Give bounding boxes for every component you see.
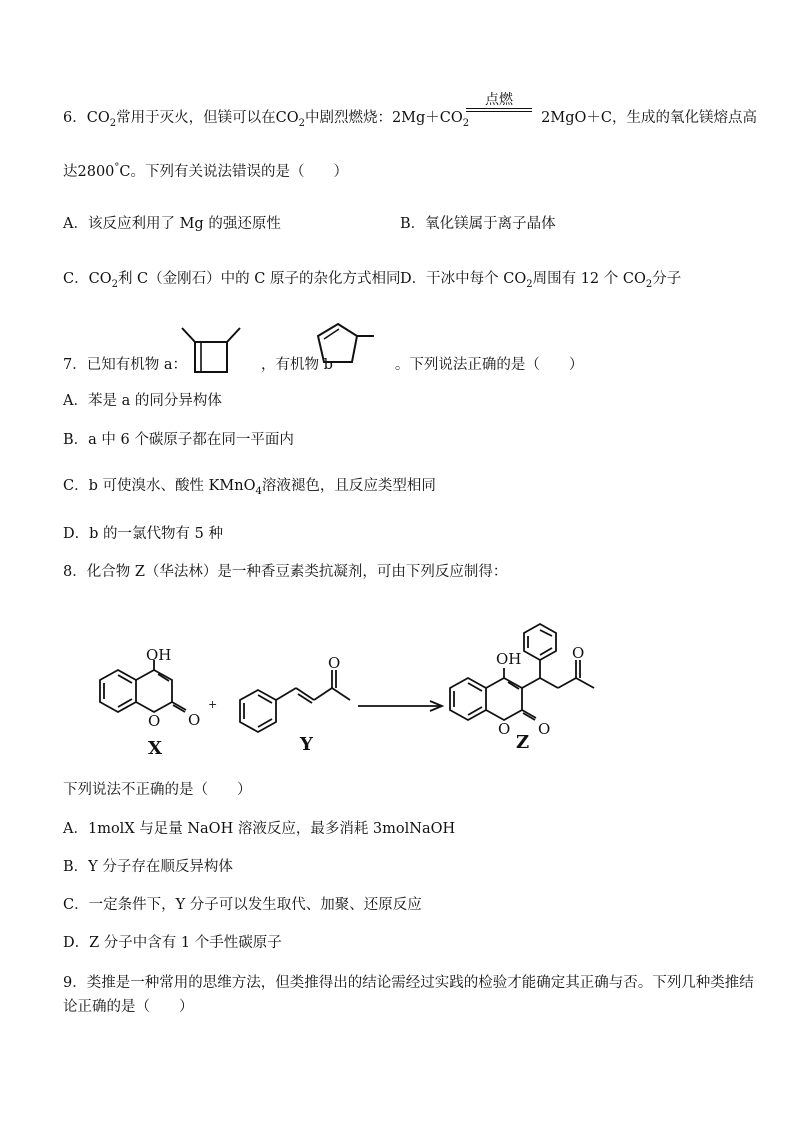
q6-option-c: C．$CO_2$利 C（金刚石）中的 C 原子的杂化方式相同	[63, 271, 401, 290]
molecule-a-structure	[170, 322, 250, 378]
label-y: Y	[300, 734, 313, 755]
x-benzene-ring	[100, 670, 136, 712]
q6-stem-line1: 6．$CO_2$常用于灭火，但镁可以在$CO_2$中剧烈燃烧：$2Mg+CO_2$ 2MgO＋C，生成的氧化镁熔点高	[63, 110, 758, 129]
reaction-arrow-double-line	[466, 108, 532, 112]
y-carbonyl-oxygen-label: O	[328, 654, 341, 672]
z-lactone-oxygen-label: O	[538, 720, 551, 738]
reaction-condition: 点燃	[466, 92, 532, 112]
x-carbonyl-oxygen-label: O	[188, 711, 201, 729]
label-x: X	[148, 738, 162, 759]
q7-option-b: B．a 中 6 个碳原子都在同一平面内	[63, 432, 294, 448]
q8-option-d: D．Z 分子中含有 1 个手性碳原子	[63, 935, 282, 951]
q7-option-d: D．b 的一氯代物有 5 种	[63, 526, 223, 542]
plus-sign: +	[208, 698, 218, 711]
label-z: Z	[516, 732, 530, 753]
q6-option-a: A．该反应利用了 Mg 的强还原性	[63, 216, 281, 232]
q8-ask: 下列说法不正确的是（ ）	[63, 782, 252, 798]
z-hydroxyl-label: OH	[496, 650, 522, 668]
q6-option-d: D．干冰中每个 $CO_2$周围有 12 个 $CO_2$分子	[400, 271, 682, 290]
q9-stem-line1: 9．类推是一种常用的思维方法，但类推得出的结论需经过实践的检验才能确定其正确与否。下列几种类推结	[63, 975, 754, 991]
q8-option-b: B．Y 分子存在顺反异构体	[63, 859, 233, 875]
q6-option-b: B．氧化镁属于离子晶体	[400, 216, 556, 232]
q6-stem-line2: 达2800°C。下列有关说法错误的是（ ）	[63, 162, 348, 180]
x-ring-oxygen-label: O	[148, 712, 161, 730]
z-ketone-oxygen-label: O	[572, 644, 585, 662]
q7-option-c: C．b 可使溴水、酸性 KMnO$_4$溶液褪色，且反应类型相同	[63, 478, 436, 497]
reaction-scheme	[90, 630, 610, 760]
z-ring-oxygen-label: O	[498, 720, 511, 738]
q8-stem: 8．化合物 Z（华法林）是一种香豆素类抗凝剂，可由下列反应制得：	[63, 564, 508, 580]
q9-stem-line2: 论正确的是（ ）	[63, 999, 194, 1015]
q8-option-c: C．一定条件下，Y 分子可以发生取代、加聚、还原反应	[63, 897, 422, 913]
q7-stem: 7．已知有机物 a： ，有机物 b 。下列说法正确的是（ ）	[63, 357, 584, 373]
q8-option-a: A．1molX 与足量 NaOH 溶液反应，最多消耗 3molNaOH	[63, 821, 456, 837]
molecule-b-structure	[312, 318, 382, 374]
x-hydroxyl-label: OH	[146, 646, 172, 664]
q7-option-a: A．苯是 a 的同分异构体	[63, 393, 222, 409]
